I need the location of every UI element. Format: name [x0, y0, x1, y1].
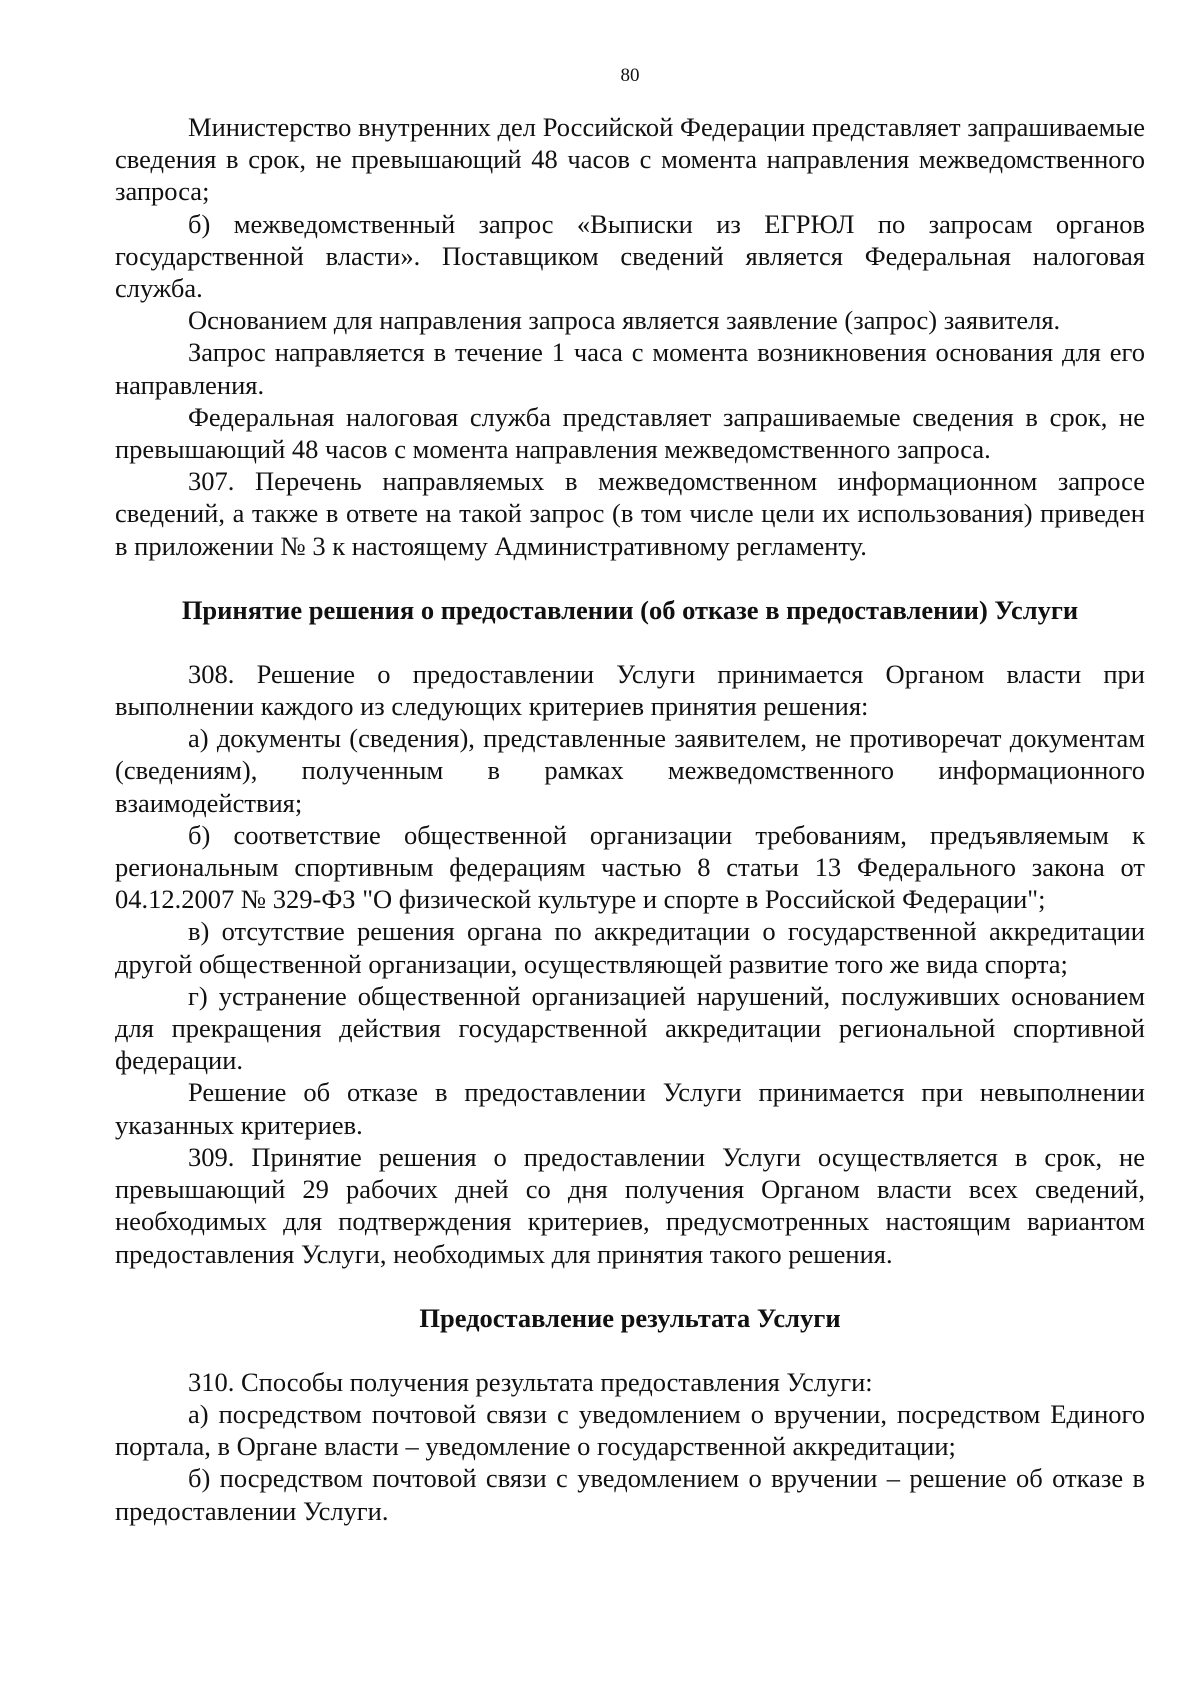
paragraph: б) посредством почтовой связи с уведомлением о вручении – решение об отказе в предоставлении Услуги. [115, 1463, 1145, 1526]
section-heading: Предоставление результата Услуги [419, 1302, 841, 1333]
paragraph: Федеральная налоговая служба представляет запрашиваемые сведения в срок, не превышающий 48 часов с момента направления межведомственного запроса. [115, 401, 1145, 465]
paragraph: Министерство внутренних дел Российской Федерации представляет запрашиваемые сведения в срок, не превышающий 48 часов с момента направления межведомственного запроса; [115, 112, 1145, 207]
paragraph: 307. Перечень направляемых в межведомственном информационном запросе сведений, а также в ответе на такой запрос (в том числе цели их использования) приведен в приложении № 3 к настоящему Административному регламенту. [115, 466, 1145, 561]
paragraph: а) документы (сведения), представленные заявителем, не противоречат документам (сведениям), полученным в рамках межведомственного информационного взаимодействия; [115, 723, 1145, 818]
paragraph: 308. Решение о предоставлении Услуги принимается Органом власти при выполнении каждого из следующих критериев принятия решения: [115, 658, 1145, 722]
paragraph: Запрос направляется в течение 1 часа с момента возникновения основания для его направления. [115, 337, 1145, 400]
paragraph: а) посредством почтовой связи с уведомлением о вручении, посредством Единого портала, в Органе власти – уведомление о государственной аккредитации; [115, 1398, 1145, 1462]
paragraph: Решение об отказе в предоставлении Услуги принимается при невыполнении указанных критериев. [115, 1077, 1145, 1140]
paragraph: 310. Способы получения результата предоставления Услуги: [188, 1366, 873, 1397]
section-decision [115, 658, 1145, 1270]
section-interagency-requests [115, 111, 1145, 562]
paragraph: Основанием для направления запроса является заявление (запрос) заявителя. [188, 305, 1061, 336]
paragraph: г) устранение общественной организацией нарушений, послуживших основанием для прекращения действия государственной аккредитации региональной спортивной федерации. [115, 980, 1145, 1076]
section-heading: Принятие решения о предоставлении (об отказе в предоставлении) Услуги [181, 594, 1079, 625]
paragraph: б) соответствие общественной организации требованиям, предъявляемым к региональным спортивным федерациям частью 8 статьи 13 Федерального закона от 04.12.2007 № 329-ФЗ "О физической культуре и спорте в Российской Федерации"; [115, 819, 1145, 915]
page-number: 80 [620, 65, 640, 86]
paragraph: 309. Принятие решения о предоставлении Услуги осуществляется в срок, не превышающий 29 рабочих дней со дня получения Органом власти всех сведений, необходимых для подтверждения критериев, предусмотренных настоящим вариантом предоставления Услуги, необходимых для принятия такого решения. [115, 1141, 1145, 1269]
document-page [115, 66, 1145, 1527]
paragraph: б) межведомственный запрос «Выписки из ЕГРЮЛ по запросам органов государственной власти». Поставщиком сведений является Федеральная налоговая служба. [115, 208, 1145, 304]
section-result-delivery [115, 1366, 1145, 1527]
paragraph: в) отсутствие решения органа по аккредитации о государственной аккредитации другой общественной организации, осуществляющей развитие того же вида спорта; [115, 916, 1145, 979]
